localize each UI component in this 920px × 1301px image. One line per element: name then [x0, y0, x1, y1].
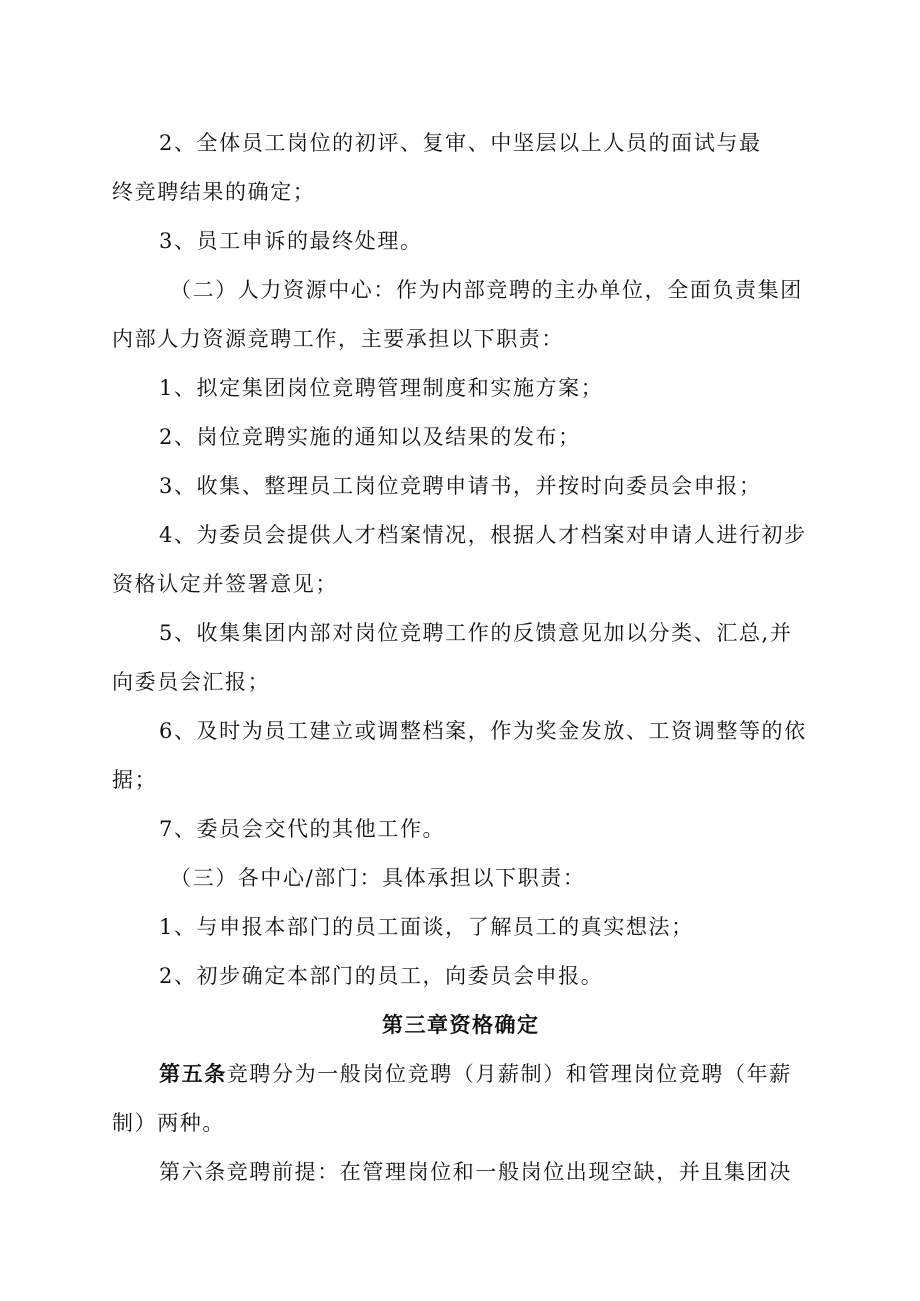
list-item: 6、及时为员工建立或调整档案，作为奖金发放、工资调整等的依: [159, 719, 807, 743]
paragraph-line: 终竞聘结果的确定；: [112, 180, 316, 204]
paragraph-line: 资格认定并签署意见；: [112, 572, 338, 596]
paragraph-line: 2、全体员工岗位的初评、复审、中坚层以上人员的面试与最: [159, 131, 762, 155]
list-item: 2、初步确定本部门的员工，向委员会申报。: [159, 964, 604, 988]
article-5-line: [159, 1061, 792, 1087]
list-item: 1、与申报本部门的员工面谈，了解员工的真实想法；: [159, 915, 694, 939]
list-item: 5、收集集团内部对岗位竞聘工作的反馈意见加以分类、汇总,并: [159, 621, 793, 645]
list-item: 7、委员会交代的其他工作。: [159, 817, 446, 841]
section-heading-hr-center: （二）人力资源中心：作为内部竞聘的主办单位，全面负责集团: [170, 278, 803, 302]
paragraph-line: 据；: [112, 768, 158, 792]
list-item: 4、为委员会提供人才档案情况，根据人才档案对申请人进行初步: [159, 523, 807, 547]
paragraph-line: 制）两种。: [112, 1111, 225, 1135]
article-6-line: 第六条竞聘前提：在管理岗位和一般岗位出现空缺，并且集团决: [159, 1160, 792, 1184]
paragraph-line: 内部人力资源竞聘工作，主要承担以下职责：: [112, 327, 564, 351]
paragraph-line: 3、员工申诉的最终处理。: [159, 229, 423, 253]
list-item: 3、收集、整理员工岗位竞聘申请书，并按时向委员会申报；: [159, 474, 762, 498]
list-item: 2、岗位竞聘实施的通知以及结果的发布；: [159, 425, 581, 449]
article-5-label: 第五条: [159, 1062, 227, 1086]
chapter-heading: 第三章资格确定: [382, 1013, 540, 1037]
section-heading-departments: （三）各中心/部门：具体承担以下职责：: [170, 866, 586, 890]
paragraph-line: 向委员会汇报；: [112, 670, 271, 694]
list-item: 1、拟定集团岗位竞聘管理制度和实施方案；: [159, 376, 604, 400]
article-5-text: 竞聘分为一般岗位竞聘（月薪制）和管理岗位竞聘（年薪: [226, 1062, 792, 1086]
